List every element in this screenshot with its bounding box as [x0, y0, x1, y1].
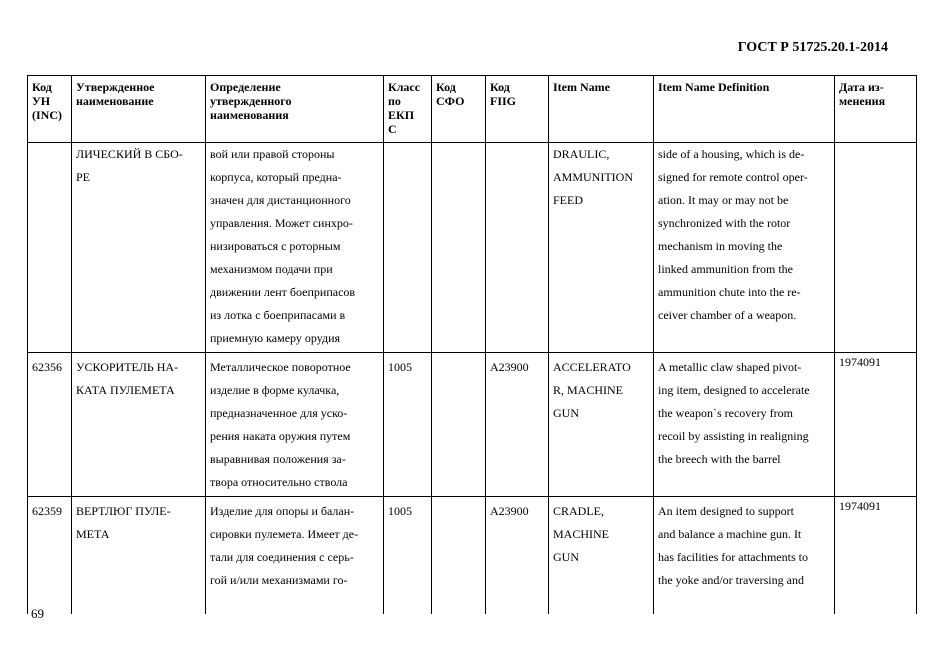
cell-line: ВЕРТЛЮГ ПУЛЕ- — [76, 504, 171, 518]
cell-line: вой или правой стороны — [210, 147, 335, 161]
cell-item-name-definition — [654, 353, 835, 497]
page-number: 69 — [31, 606, 44, 621]
cell-line: Утвержденное — [76, 80, 155, 94]
cell-approved-name — [72, 143, 206, 353]
cell-line: движении лент боеприпасов — [210, 285, 356, 299]
cell-line: Item Name — [553, 80, 610, 94]
cell-line: Item Name Definition — [658, 80, 770, 94]
cell-line: КАТА ПУЛЕМЕТА — [76, 383, 175, 397]
cell-line: твора относительно ствола — [210, 475, 348, 489]
cell-line: СФО — [436, 94, 465, 108]
cell-line: FIIG — [490, 94, 517, 108]
cell-fiig-code — [486, 353, 549, 497]
cell-line: ation. It may or may not be — [658, 193, 789, 207]
cell-line: предназначенное для уско- — [210, 406, 348, 420]
cell-line: значен для дистанционного — [210, 193, 351, 207]
cell-line: 62359 — [32, 504, 62, 518]
cell-ekp-class — [384, 143, 432, 353]
cell-line: Дата из- — [839, 80, 884, 94]
cell-fiig-code — [486, 143, 549, 353]
header-inc — [28, 76, 72, 143]
cell-line: тали для соединения с серь- — [210, 550, 354, 564]
header-definition — [206, 76, 384, 143]
cell-line: (INC) — [32, 108, 62, 122]
cell-line: the yoke and/or traversing and — [658, 573, 804, 587]
cell-line: and balance a machine gun. It — [658, 527, 802, 541]
cell-line: R, MACHINE — [553, 383, 624, 397]
header-sfo-code — [432, 76, 486, 143]
cell-approved-name — [72, 353, 206, 497]
cell-definition — [206, 143, 384, 353]
cell-line: ЕКП — [388, 108, 415, 122]
table-row-continued — [28, 143, 917, 353]
cell-fiig-code — [486, 497, 549, 615]
cell-line: ceiver chamber of a weapon. — [658, 308, 797, 322]
cell-line: механизмом подачи при — [210, 262, 333, 276]
cell-definition — [206, 497, 384, 615]
cell-line: УСКОРИТЕЛЬ НА- — [76, 360, 179, 374]
cell-inc — [28, 353, 72, 497]
cell-line: МЕТА — [76, 527, 110, 541]
cell-line: ЛИЧЕСКИЙ В СБО- — [76, 147, 183, 161]
cell-change-date — [835, 497, 917, 615]
cell-line: has facilities for attachments to — [658, 550, 808, 564]
header-item-name-definition — [654, 76, 835, 143]
cell-item-name — [549, 497, 654, 615]
cell-line: выравнивая положения за- — [210, 452, 346, 466]
cell-line: DRAULIC, — [553, 147, 610, 161]
cell-line: An item designed to support — [658, 504, 794, 518]
table-row-62356 — [28, 353, 917, 497]
cell-line: наименование — [76, 94, 154, 108]
cell-approved-name — [72, 497, 206, 615]
cell-line: 62356 — [32, 360, 62, 374]
cell-inc — [28, 143, 72, 353]
cell-line: AMMUNITION — [553, 170, 633, 184]
cell-line: УН — [32, 94, 51, 108]
cell-sfo-code — [432, 143, 486, 353]
cell-line: Металлическое поворотное — [210, 360, 351, 374]
cell-line: FEED — [553, 193, 583, 207]
cell-line: GUN — [553, 550, 579, 564]
cell-line: signed for remote control oper- — [658, 170, 808, 184]
cell-inc — [28, 497, 72, 615]
cell-ekp-class — [384, 497, 432, 615]
standard-code: ГОСТ Р 51725.20.1-2014 — [737, 40, 888, 55]
cell-line: ammunition chute into the re- — [658, 285, 801, 299]
cell-line: Определение — [210, 80, 281, 94]
cell-line: управления. Может синхро- — [210, 216, 353, 230]
cell-line: recoil by assisting in realigning — [658, 429, 809, 443]
cell-item-name — [549, 143, 654, 353]
cell-ekp-class — [384, 353, 432, 497]
cell-line: по — [388, 94, 401, 108]
cell-line: менения — [839, 94, 886, 108]
cell-item-name — [549, 353, 654, 497]
cell-line: приемную камеру орудия — [210, 331, 341, 345]
cell-line: ing item, designed to accelerate — [658, 383, 810, 397]
cell-line: С — [388, 122, 397, 136]
cell-line: 1974091 — [839, 499, 881, 513]
header-approved-name — [72, 76, 206, 143]
table-row-62359 — [28, 497, 917, 615]
cell-line: 1974091 — [839, 355, 881, 369]
cell-line: the breech with the barrel — [658, 452, 781, 466]
cell-line: Код — [490, 80, 510, 94]
cell-line: утвержденного — [210, 94, 292, 108]
cell-line: A23900 — [490, 504, 529, 518]
cell-line: A metallic claw shaped pivot- — [658, 360, 802, 374]
cell-line: linked ammunition from the — [658, 262, 793, 276]
cell-line: ACCELERATO — [553, 360, 631, 374]
cell-line: MACHINE — [553, 527, 609, 541]
cell-sfo-code — [432, 497, 486, 615]
header-item-name — [549, 76, 654, 143]
cell-line: Изделие для опоры и балан- — [210, 504, 355, 518]
cell-line: Код — [32, 80, 52, 94]
cell-line: synchronized with the rotor — [658, 216, 791, 230]
cell-line: гой и/или механизмами го- — [210, 573, 348, 587]
cell-line: наименования — [210, 108, 289, 122]
nomenclature-table — [27, 75, 917, 614]
cell-line: Код — [436, 80, 456, 94]
cell-line: 1005 — [388, 360, 412, 374]
cell-change-date — [835, 143, 917, 353]
cell-line: mechanism in moving the — [658, 239, 783, 253]
cell-line: A23900 — [490, 360, 529, 374]
cell-line: side of a housing, which is de- — [658, 147, 805, 161]
cell-line: CRADLE, — [553, 504, 604, 518]
header-change-date — [835, 76, 917, 143]
cell-line: the weapon`s recovery from — [658, 406, 793, 420]
cell-item-name-definition — [654, 143, 835, 353]
cell-line: сировки пулемета. Имеет де- — [210, 527, 359, 541]
cell-line: Класс — [388, 80, 421, 94]
header-ekp-class — [384, 76, 432, 143]
cell-line: рения наката оружия путем — [210, 429, 351, 443]
cell-change-date — [835, 353, 917, 497]
cell-line: GUN — [553, 406, 579, 420]
cell-line: корпуса, который предна- — [210, 170, 342, 184]
cell-line: низироваться с роторным — [210, 239, 341, 253]
cell-line: 1005 — [388, 504, 412, 518]
cell-item-name-definition — [654, 497, 835, 615]
cell-line: РЕ — [76, 170, 91, 184]
header-fiig-code — [486, 76, 549, 143]
header-row — [28, 76, 917, 143]
cell-line: из лотка с боеприпасами в — [210, 308, 346, 322]
cell-definition — [206, 353, 384, 497]
cell-sfo-code — [432, 353, 486, 497]
cell-line: изделие в форме кулачка, — [210, 383, 340, 397]
